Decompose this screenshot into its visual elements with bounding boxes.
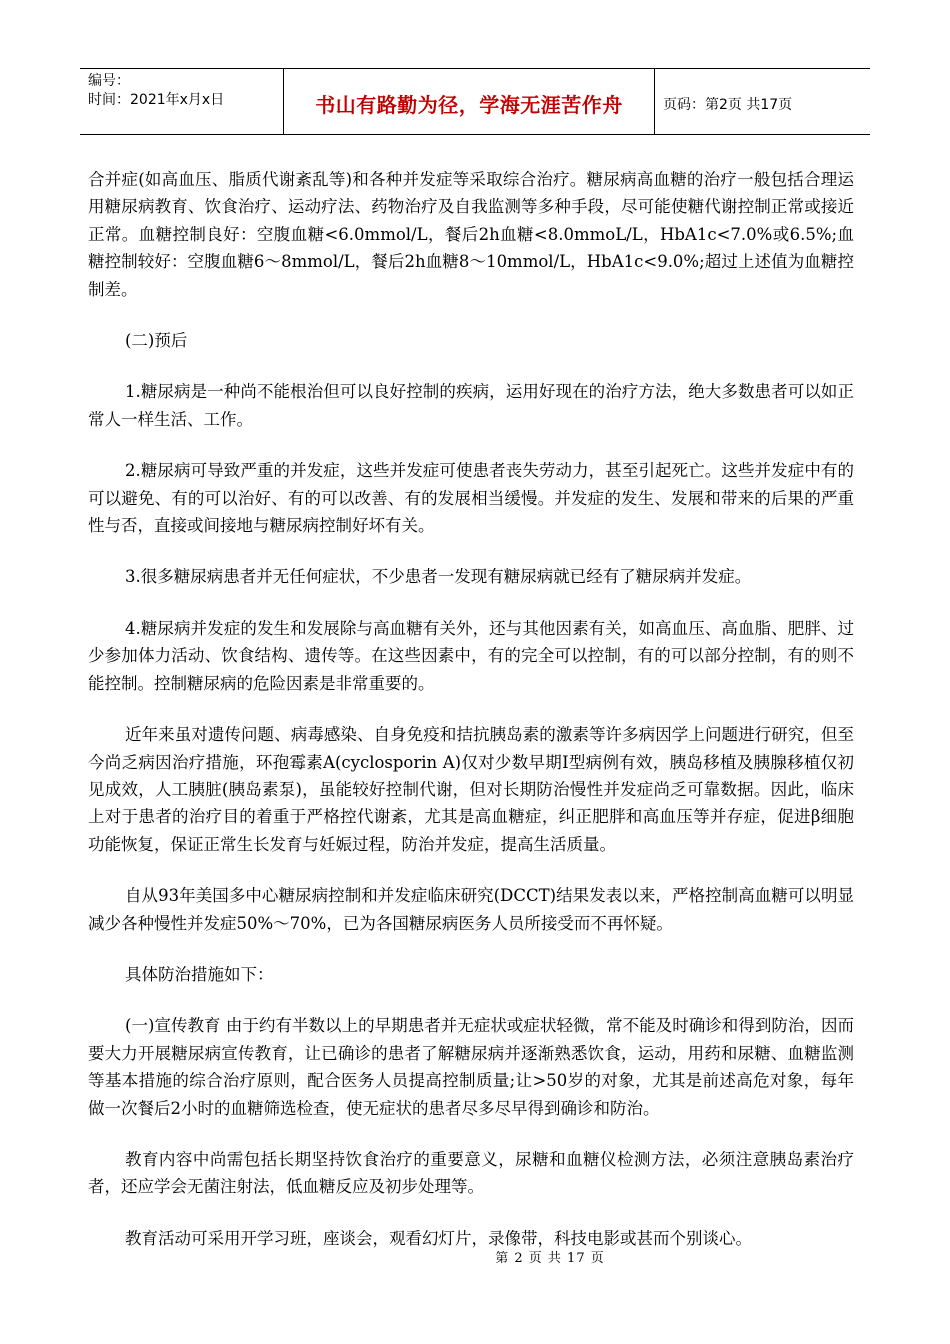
paragraph-prevention-intro: 具体防治措施如下： <box>125 964 274 984</box>
paragraph-research-status: 近年来虽对遗传问题、病毒感染、自身免疫和拮抗胰岛素的激素等许多病因学上问题进行研究，但至今尚乏病因治疗措施，环孢霉素A(cyclosporin A)仅对少数早期Ⅰ型病例有效，胰岛移植及胰腺移植仅初见成效，人工胰脏(胰岛素泵)，虽能较好控制代谢，但对长期防治慢性并发症尚乏可靠数据。因此，临床上对于患者的治疗目的着重于严格控代谢紊，尤其是高血糖症，纠正肥胖和高血压等并存症，促进β细胞功能恢复，保证正常生长发育与妊娠过程，防治并发症，提高生活质量。 <box>88 725 854 854</box>
page-header <box>80 68 870 135</box>
document-body <box>88 166 854 1276</box>
document-number-label: 编号： <box>88 73 130 89</box>
paragraph-prognosis-3: 3.很多糖尿病患者并无任何症状，不少患者一发现有糖尿病就已经有了糖尿病并发症。 <box>125 567 752 587</box>
paragraph-dcct: 自从93年美国多中心糖尿病控制和并发症临床研究(DCCT)结果发表以来，严格控制高血糖可以明显减少各种慢性并发症50%～70%，已为各国糖尿病医务人员所接受而不再怀疑。 <box>88 886 854 933</box>
paragraph-prognosis-1: 1.糖尿病是一种尚不能根治但可以良好控制的疾病，运用好现在的治疗方法，绝大多数患者可以如正常人一样生活、工作。 <box>88 382 854 429</box>
paragraph-education: (一)宣传教育 由于约有半数以上的早期患者并无症状或症状轻微，常不能及时确诊和得到防治，因而要大力开展糖尿病宣传教育，让已确诊的患者了解糖尿病并逐渐熟悉饮食，运动，用药和尿糖、血糖监测等基本措施的综合治疗原则，配合医务人员提高控制质量;让>50岁的对象，尤其是前述高危对象，每年做一次餐后2小时的血糖筛选检查，使无症状的患者尽多尽早得到确诊和防治。 <box>88 1016 854 1118</box>
page-footer <box>0 1247 950 1266</box>
paragraph-prognosis-2: 2.糖尿病可导致严重的并发症，这些并发症可使患者丧失劳动力，甚至引起死亡。这些并发症中有的可以避免、有的可以治好、有的可以改善、有的发展相当缓慢。并发症的发生、发展和带来的后果的严重性与否，直接或间接地与糖尿病控制好坏有关。 <box>88 461 854 536</box>
footer-page-number: 第 2 页 共 17 页 <box>495 1251 605 1266</box>
header-page-info: 页码：第2页 共17页 <box>663 96 793 113</box>
document-date: 时间：2021年x月x日 <box>88 92 225 108</box>
paragraph-treatment-goals: 合并症(如高血压、脂质代谢紊乱等)和各种并发症等采取综合治疗。糖尿病高血糖的治疗一般包括合理运用糖尿病教育、饮食治疗、运动疗法、药物治疗及自我监测等多种手段，尽可能使糖代谢控制正常或接近正常。血糖控制良好：空腹血糖<6.0mmol/L，餐后2h血糖<8.0mmoL/L，HbA1c<7.0%或6.5%;血糖控制较好：空腹血糖6～8mmol/L，餐后2h血糖8～10mmol/L，HbA1c<9.0%;超过上述值为血糖控制差。 <box>88 170 854 299</box>
paragraph-prognosis-4: 4.糖尿病并发症的发生和发展除与高血糖有关外，还与其他因素有关，如高血压、高血脂、肥胖、过少参加体力活动、饮食结构、遗传等。在这些因素中，有的完全可以控制，有的可以部分控制，有的则不能控制。控制糖尿病的危险因素是非常重要的。 <box>88 618 854 693</box>
paragraph-education-activities: 教育活动可采用开学习班，座谈会，观看幻灯片，录像带，科技电影或甚而个别谈心。 <box>125 1228 752 1248</box>
section-heading-prognosis: (二)预后 <box>125 331 188 351</box>
header-meta <box>80 69 283 134</box>
header-motto: 书山有路勤为径，学海无涯苦作舟 <box>283 69 655 134</box>
paragraph-education-content: 教育内容中尚需包括长期坚持饮食治疗的重要意义，尿糖和血糖仪检测方法，必须注意胰岛素治疗者，还应学会无菌注射法，低血糖反应及初步处理等。 <box>88 1149 854 1197</box>
